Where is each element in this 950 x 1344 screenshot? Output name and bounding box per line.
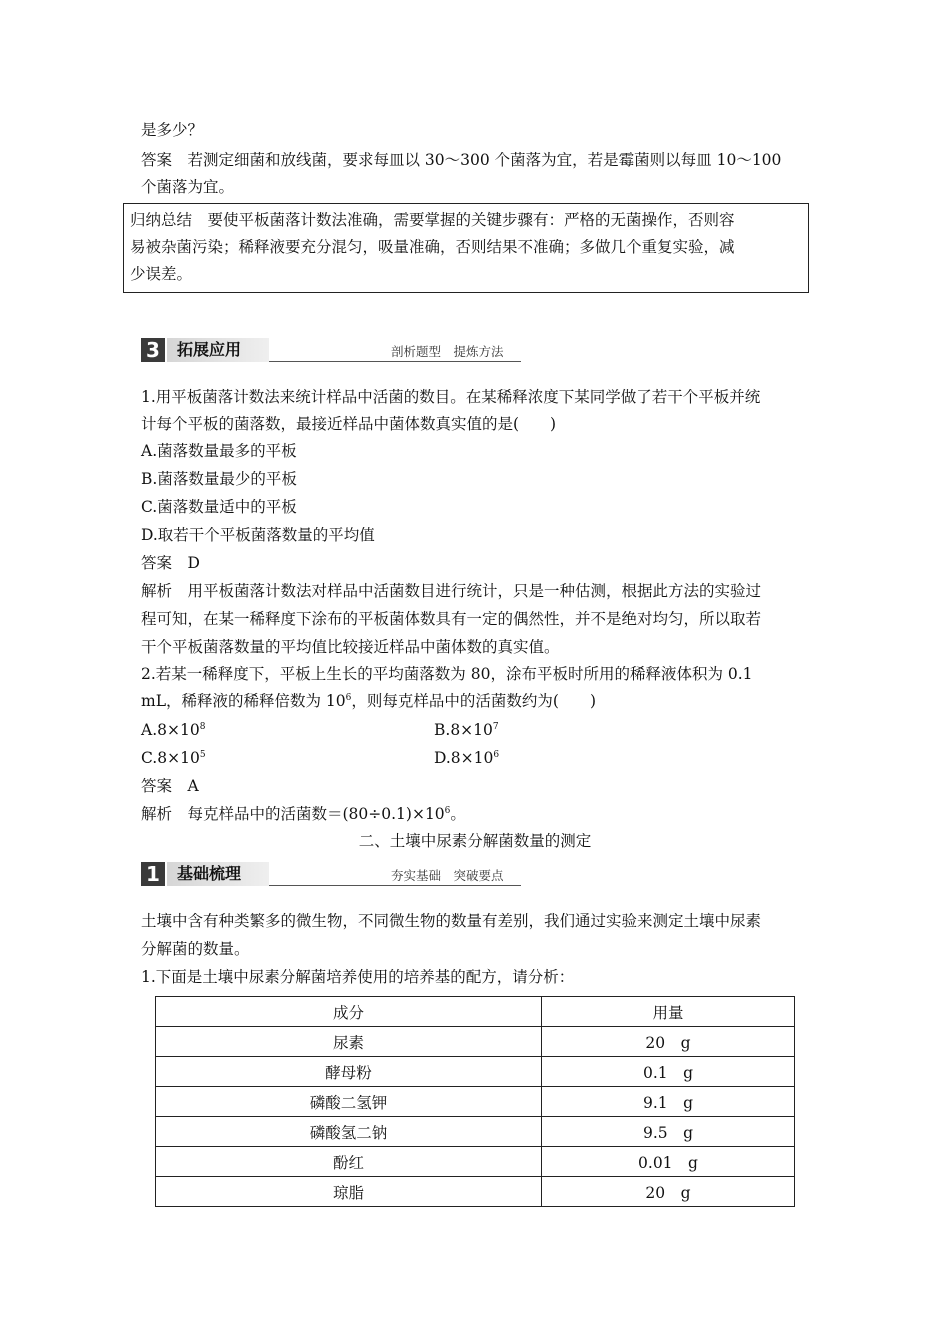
option-a: $A.8\times 10^8$ [141, 721, 206, 739]
table-row [156, 1027, 795, 1057]
answer-line: 答案 若测定细菌和放线菌，要求每皿以 30～300 个菌落为宜，若是霉菌则以每皿 10～100 [141, 151, 782, 169]
section-title: 拓展应用 [177, 340, 242, 359]
question-stem: 计每个平板的菌落数，最接近样品中菌体数真实值的是( ) [141, 415, 557, 433]
summary-box [123, 203, 809, 293]
section-title: 基础梳理 [177, 864, 242, 883]
table-cell: 琼脂 [156, 1177, 542, 1207]
table-cell: 20 g [542, 1027, 795, 1057]
answer-line: 个菌落为宜。 [141, 178, 235, 196]
answer-line: 答案 D [141, 554, 200, 572]
table-cell: 9.1 g [542, 1087, 795, 1117]
section-subtitle: 夯实基础 突破要点 [391, 868, 504, 883]
option-b: B.菌落数量最少的平板 [141, 470, 297, 488]
explanation-line: 程可知，在某一稀释度下涂布的平板菌体数具有一定的偶然性，并不是绝对均匀，所以取若 [141, 610, 762, 628]
text-line: 是多少？ [141, 121, 204, 139]
summary-line: 归纳总结 要使平板菌落计数法准确，需要掌握的关键步骤有：严格的无菌操作，否则容 [130, 211, 735, 229]
table-cell: 酚红 [156, 1147, 542, 1177]
explanation-line: 干个平板菌落数量的平均值比较接近样品中菌体数的真实值。 [141, 638, 560, 656]
table-header-cell: 用量 [542, 997, 795, 1027]
section-number: 3 [141, 338, 165, 362]
table-cell: 20 g [542, 1177, 795, 1207]
table-header-cell: 成分 [156, 997, 542, 1027]
table-cell: 0.1 g [542, 1057, 795, 1087]
option-d: $D.8\times 10^6$ [434, 749, 500, 767]
table-cell: 磷酸氢二钠 [156, 1117, 542, 1147]
table-row [156, 1057, 795, 1087]
option-d: D.取若干个平板菌落数量的平均值 [141, 526, 375, 544]
part-title: 二、土壤中尿素分解菌数量的测定 [358, 832, 592, 850]
option-a: A.菌落数量最多的平板 [141, 442, 297, 460]
recipe-table [155, 996, 795, 1207]
table-row [156, 1117, 795, 1147]
explanation-line: 解析 用平板菌落计数法对样品中活菌数目进行统计，只是一种估测，根据此方法的实验过 [141, 582, 762, 600]
section-subtitle: 剖析题型 提炼方法 [391, 344, 504, 359]
summary-line: 少误差。 [130, 265, 193, 283]
table-header-row [156, 997, 795, 1027]
question-stem: mL，稀释液的稀释倍数为 $10^6$，则每克样品中的活菌数约为( ) [141, 692, 596, 710]
section-header-basics [141, 862, 521, 886]
table-cell: 酵母粉 [156, 1057, 542, 1087]
table-cell: 0.01 g [542, 1147, 795, 1177]
table-cell: 磷酸二氢钾 [156, 1087, 542, 1117]
table-row [156, 1087, 795, 1117]
table-cell: 尿素 [156, 1027, 542, 1057]
explanation-line: 解析 每克样品中的活菌数$=(80\div 0.1)\times 10^6$。 [141, 805, 466, 823]
option-b: $B.8\times 10^7$ [434, 721, 499, 739]
question-stem: 2.若某一稀释度下，平板上生长的平均菌落数为 80，涂布平板时所用的稀释液体积为 0.1 [141, 665, 753, 683]
paragraph-line: 1.下面是土壤中尿素分解菌培养使用的培养基的配方，请分析： [141, 968, 575, 986]
option-c: C.菌落数量适中的平板 [141, 498, 297, 516]
table-row [156, 1177, 795, 1207]
option-c: $C.8\times 10^5$ [141, 749, 206, 767]
section-header-extension [141, 338, 521, 362]
table-row [156, 1147, 795, 1177]
question-stem: 1.用平板菌落计数法来统计样品中活菌的数目。在某稀释浓度下某同学做了若干个平板并统 [141, 388, 761, 406]
paragraph-line: 分解菌的数量。 [141, 940, 250, 958]
summary-line: 易被杂菌污染；稀释液要充分混匀，吸量准确，否则结果不准确；多做几个重复实验，减 [130, 238, 735, 256]
paragraph-line: 土壤中含有种类繁多的微生物，不同微生物的数量有差别，我们通过实验来测定土壤中尿素 [141, 912, 762, 930]
section-number: 1 [141, 862, 165, 886]
answer-line: 答案 A [141, 777, 199, 795]
table-cell: 9.5 g [542, 1117, 795, 1147]
